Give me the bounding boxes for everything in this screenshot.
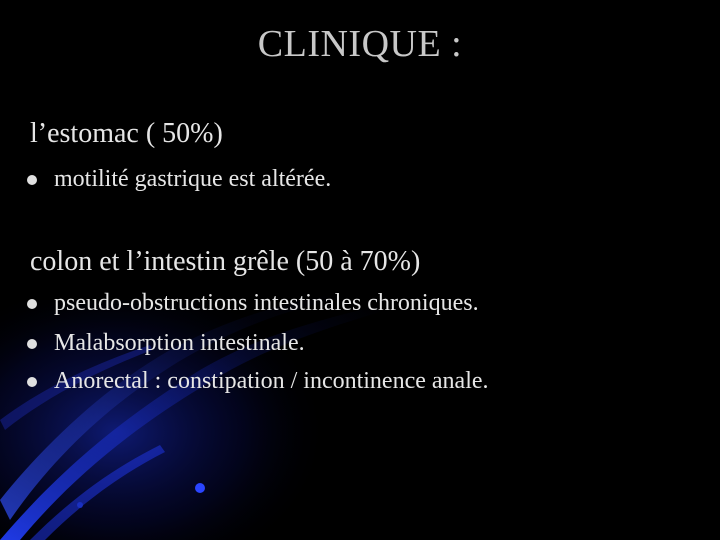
bullet-text: Malabsorption intestinale.	[54, 330, 305, 356]
bullet-item	[27, 290, 479, 317]
bullet-text: motilité gastrique est altérée.	[54, 166, 332, 192]
section-heading-estomac: l’estomac ( 50%)	[30, 118, 223, 149]
bullet-item	[27, 330, 305, 357]
decorative-dot-icon	[195, 483, 205, 493]
bullet-dot-icon	[27, 339, 37, 349]
bullet-dot-icon	[27, 377, 37, 387]
bullet-text: Anorectal : constipation / incontinence anale.	[54, 368, 489, 394]
bullet-dot-icon	[27, 299, 37, 309]
slide-title: CLINIQUE :	[257, 23, 463, 65]
bullet-item	[27, 368, 489, 395]
bullet-dot-icon	[27, 175, 37, 185]
decorative-dot-small-icon	[77, 502, 83, 508]
bullet-item	[27, 166, 331, 193]
bullet-text: pseudo-obstructions intestinales chroniques.	[54, 290, 479, 316]
section-heading-colon-intestin: colon et l’intestin grêle (50 à 70%)	[30, 246, 421, 277]
